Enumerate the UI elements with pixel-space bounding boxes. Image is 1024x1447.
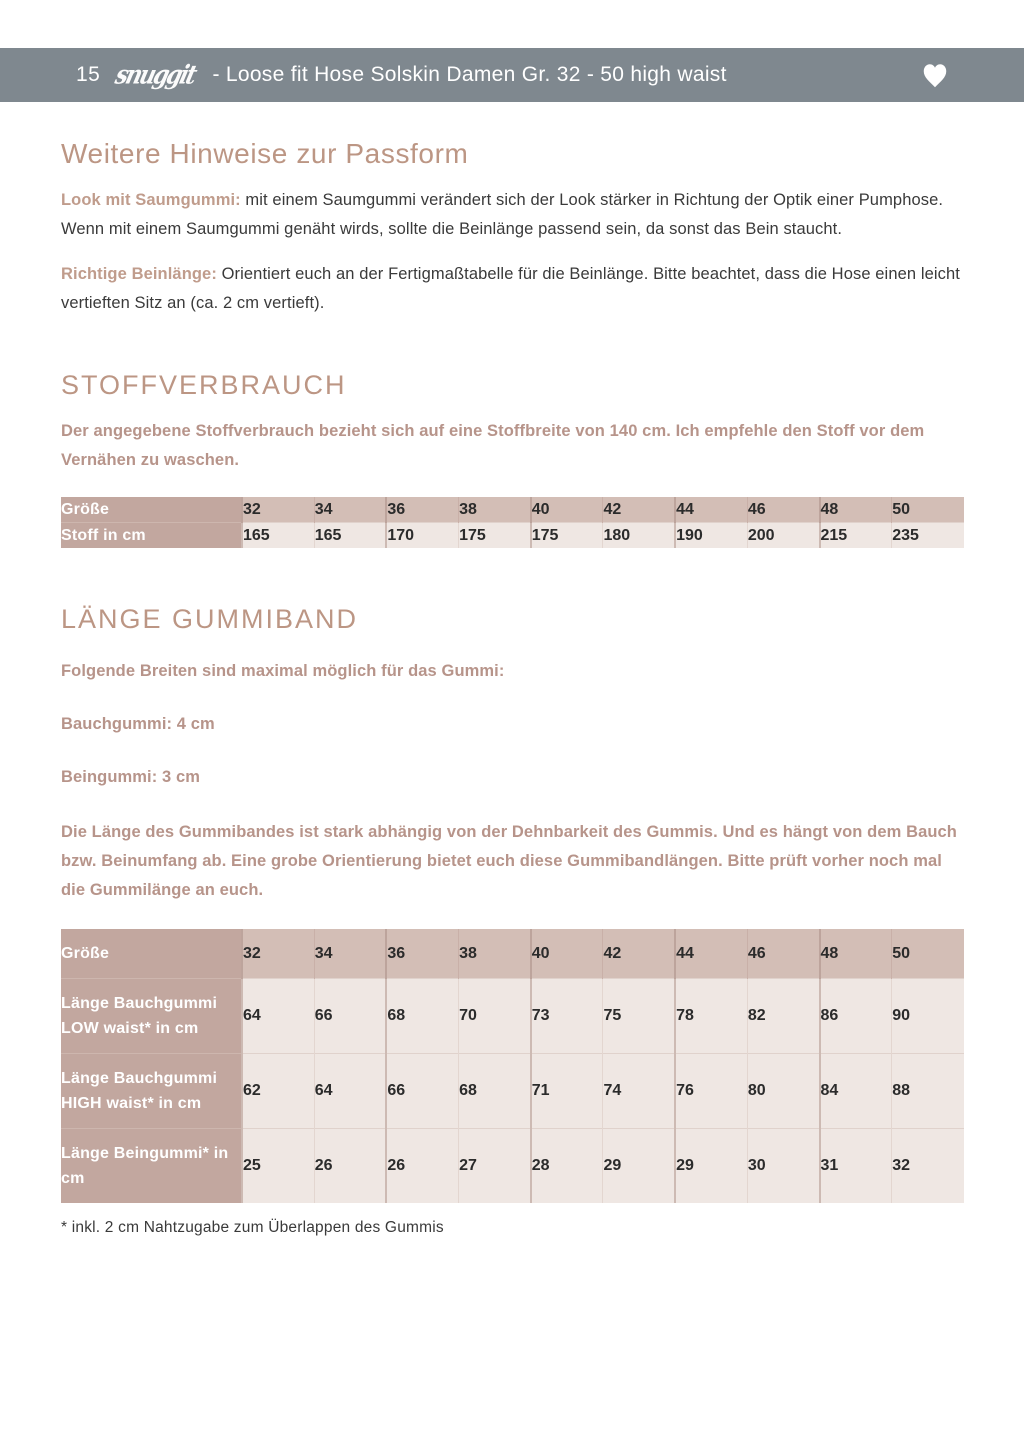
lead-look-mit-saumgummi: Look mit Saumgummi: [61,191,241,209]
paragraph-bauchgummi-breite: Bauchgummi: 4 cm [61,715,215,733]
section-title-gummiband: LÄNGE GUMMIBAND [61,604,359,634]
paragraph-gummilaenge-hinweis: Die Länge des Gummibandes ist stark abhängig von der Dehnbarkeit des Gummis. Und es hängt von dem Bauch bzw. Beinumfang ab. Eine grobe Orientierung bietet euch diese Gummibandlängen. Bitte prüft vorher noch mal die Gummilänge an euch. [61,823,957,899]
table-cell: 30 [747,1129,819,1204]
header-title: - Loose fit Hose Solskin Damen Gr. 32 - 50 high waist [212,63,727,86]
table-cell: 71 [531,1054,603,1129]
table-header-label: Größe [61,929,242,979]
table-row-label: Länge Bauchgummi LOW waist* in cm [61,979,242,1054]
table-row [61,1129,964,1204]
table-cell: 27 [459,1129,531,1204]
table-header-size: 44 [675,929,747,979]
table-cell: 175 [531,523,603,549]
table-cell: 84 [820,1054,892,1129]
table-row [61,1054,964,1129]
table-row-header [61,497,964,523]
table-cell: 165 [242,523,314,549]
heart-icon [918,58,952,92]
table-row-label: Stoff in cm [61,523,242,549]
brand-logo: snuggit [112,59,199,91]
table-cell: 66 [386,1054,458,1129]
table-header-size: 42 [603,497,675,523]
table-header-size: 38 [459,929,531,979]
table-header-size: 40 [531,929,603,979]
table-cell: 235 [892,523,964,549]
table-cell: 28 [531,1129,603,1204]
page-content [0,102,1024,1237]
table-cell: 68 [459,1054,531,1129]
table-cell: 31 [820,1129,892,1204]
section-title-passform: Weitere Hinweise zur Passform [61,138,469,169]
table-cell: 74 [603,1054,675,1129]
table-header-size: 34 [314,929,386,979]
page-number: 15 [76,63,101,86]
paragraph-beingummi-breite: Beingummi: 3 cm [61,768,201,786]
table-row-label: Länge Bauchgummi HIGH waist* in cm [61,1054,242,1129]
table-cell: 190 [675,523,747,549]
table-cell: 70 [459,979,531,1054]
paragraph-look-mit-saumgummi [61,186,964,244]
table-row [61,523,964,549]
table-fabric-consumption [61,497,964,548]
table-cell: 75 [603,979,675,1054]
table-cell: 82 [747,979,819,1054]
table-row [61,979,964,1054]
table-cell: 66 [314,979,386,1054]
table-cell: 25 [242,1129,314,1204]
paragraph-richtige-beinlaenge [61,260,964,318]
page-header-bar [0,48,1024,102]
table-header-size: 48 [820,497,892,523]
table-cell: 29 [675,1129,747,1204]
table-cell: 86 [820,979,892,1054]
table-row-header [61,929,964,979]
table-cell: 64 [242,979,314,1054]
table-cell: 215 [820,523,892,549]
table-cell: 26 [386,1129,458,1204]
paragraph-gummi-breiten: Folgende Breiten sind maximal möglich für das Gummi: [61,662,505,680]
table-header-size: 32 [242,929,314,979]
table-cell: 64 [314,1054,386,1129]
table-cell: 68 [386,979,458,1054]
table-elastic-lengths [61,929,964,1203]
text-richtige-beinlaenge: Orientiert euch an der Fertigmaßtabelle für die Beinlänge. Bitte beachtet, dass die Hose einen leicht vertieften Sitz an (ca. 2 cm vertieft). [61,265,960,312]
table-header-size: 42 [603,929,675,979]
table-cell: 170 [386,523,458,549]
table-header-size: 38 [459,497,531,523]
table-cell: 90 [892,979,964,1054]
table-footnote: * inkl. 2 cm Nahtzugabe zum Überlappen des Gummis [61,1219,444,1236]
table-cell: 88 [892,1054,964,1129]
table-header-size: 36 [386,929,458,979]
table-header-size: 32 [242,497,314,523]
table-cell: 73 [531,979,603,1054]
lead-richtige-beinlaenge: Richtige Beinlänge: [61,265,217,283]
table-cell: 76 [675,1054,747,1129]
table-cell: 62 [242,1054,314,1129]
table-header-size: 48 [820,929,892,979]
table-header-size: 34 [314,497,386,523]
table-header-size: 46 [747,497,819,523]
table-header-size: 44 [675,497,747,523]
table-header-label: Größe [61,497,242,523]
table-header-size: 36 [386,497,458,523]
section-title-stoffverbrauch: STOFFVERBRAUCH [61,370,347,400]
table-cell: 80 [747,1054,819,1129]
table-cell: 200 [747,523,819,549]
table-cell: 32 [892,1129,964,1204]
table-header-size: 50 [892,929,964,979]
table-header-size: 46 [747,929,819,979]
table-cell: 26 [314,1129,386,1204]
table-header-size: 40 [531,497,603,523]
text-look-mit-saumgummi: mit einem Saumgummi verändert sich der Look stärker in Richtung der Optik einer Pumphose. Wenn mit einem Saumgummi genäht wirds, sollte die Beinlänge passend sein, da sonst das Bein staucht. [61,191,944,238]
table-cell: 165 [314,523,386,549]
table-row-label: Länge Beingummi* in cm [61,1129,242,1204]
paragraph-stoffverbrauch-intro: Der angegebene Stoffverbrauch bezieht sich auf eine Stoffbreite von 140 cm. Ich empfehle den Stoff vor dem Vernähen zu waschen. [61,422,925,469]
table-header-size: 50 [892,497,964,523]
table-cell: 175 [459,523,531,549]
table-cell: 29 [603,1129,675,1204]
table-cell: 78 [675,979,747,1054]
table-cell: 180 [603,523,675,549]
